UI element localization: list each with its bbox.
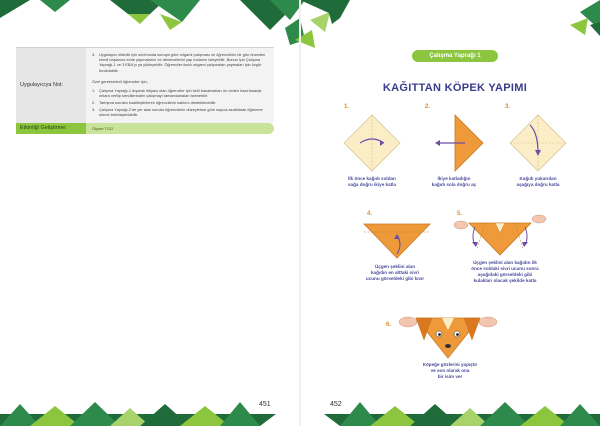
- caption-line: kağıdı sola doğru aç: [431, 182, 477, 187]
- note-item-num: 1.: [92, 88, 96, 94]
- caption-line: Üçgen şeklini alan: [374, 264, 416, 269]
- activity-development-value: Ölçme TGÜ: [86, 123, 274, 134]
- caption-line: Kağıdı yukarıdan: [519, 176, 557, 181]
- note-item-num: 3.: [92, 106, 96, 112]
- caption-line: Köpeğe gözlerini yapıştır: [422, 362, 478, 367]
- step-3-caption: [498, 176, 578, 188]
- step-number: 3.: [505, 104, 511, 110]
- caption-line: İlk önce kağıdı soldan: [348, 176, 396, 181]
- caption-line: aşağıdaki görseldeki gibi: [477, 272, 533, 277]
- note-intro-item: [92, 52, 268, 73]
- step-number: 4.: [367, 211, 373, 217]
- step-5-figure: [455, 213, 545, 259]
- note-row: [16, 47, 274, 123]
- activity-development-label: Etkinliği Geliştirme:: [16, 123, 86, 134]
- worksheet-badge: Çalışma Yaprağı 1: [412, 50, 498, 62]
- top-left-decoration: [0, 0, 200, 45]
- caption-line: İkiye katladığın: [437, 176, 471, 181]
- teacher-note-table: [16, 47, 274, 134]
- step-6-caption: [400, 362, 500, 380]
- note-subtitle: Özel gereksinimli öğrenciler için;: [92, 78, 148, 84]
- caption-line: bir isim ver: [437, 374, 463, 379]
- note-body: [86, 48, 274, 123]
- note-intro-text: Uygulayıcı etkinlik için sınıfınızda sunuya göre origami çalışması ve öğrencilerin bir gün önceden kendi başlarına evde yapmalarını ve denemelerini yap malarını isteyebilir. Bunun için Çalışma Yaprağı-1 ve 3 EBA'yı ya yükleyebilir. Öğrenciler farklı origami çalışmaları yapmaları için özgür bırakılabilir.: [99, 52, 266, 73]
- caption-line: ve son olarak ona: [430, 368, 470, 373]
- caption-line: aşağıya doğru katla: [516, 182, 560, 187]
- step-2-figure: [425, 113, 485, 173]
- step-2-caption: [414, 176, 494, 188]
- note-item-text: Tartışma soruları basitleştirilerek öğrencilerin katılımı desteklenebilir.: [99, 99, 217, 105]
- caption-line: kulakları olacak şekilde katla: [473, 278, 537, 283]
- step-3-figure: [508, 113, 568, 173]
- page-title: KAĞITTAN KÖPEK YAPIMI: [382, 82, 528, 94]
- caption-line: sağa doğru ikiye katla: [348, 182, 396, 187]
- step-number: 2.: [425, 104, 431, 110]
- step-number: 6.: [386, 322, 392, 328]
- left-page-number: 451: [259, 401, 271, 408]
- note-label: Uygulayıcıya Not:: [16, 48, 86, 123]
- step-1-figure: [342, 113, 402, 173]
- step-4-caption: [345, 264, 445, 282]
- caption-line: kağıdın en alttaki sivri: [371, 270, 419, 275]
- step-5-caption: [455, 260, 555, 284]
- right-page-number: 452: [330, 401, 342, 408]
- caption-line: önce soldaki sivri ucunu sonra: [471, 266, 539, 271]
- note-item: [92, 88, 268, 98]
- note-intro-num: 3.: [92, 52, 96, 57]
- caption-line: Üçgen şeklini alan kağıdın ilk: [473, 260, 537, 265]
- step-6-dog-figure: [398, 310, 498, 362]
- step-4-figure: [362, 222, 432, 262]
- note-item: [92, 100, 268, 105]
- note-item: [92, 107, 268, 117]
- activity-development-row: [16, 123, 274, 134]
- page-gutter: [299, 0, 301, 426]
- note-item-num: 2.: [92, 99, 96, 105]
- step-number: 1.: [344, 104, 350, 110]
- note-item-text: Çalışma Yaprağı-2'de yer alan sorular öğrencilerin düzeylerine göre sayıca azaltılarak öğrenme süreci farklılaştırılabilir.: [99, 106, 263, 117]
- step-1-caption: [330, 176, 414, 188]
- caption-line: ucunu görseldeki gibi kıvır: [365, 276, 425, 281]
- note-item-text: Çalışma Yaprağı-1 dışarak ihtiyacı olan öğrenciler için belli basamakları ön ceden hazırlanarak onlara verilip kendilerinden çalışmayı tamamlamaları istenebilir.: [99, 88, 262, 99]
- step-number: 5.: [457, 211, 463, 217]
